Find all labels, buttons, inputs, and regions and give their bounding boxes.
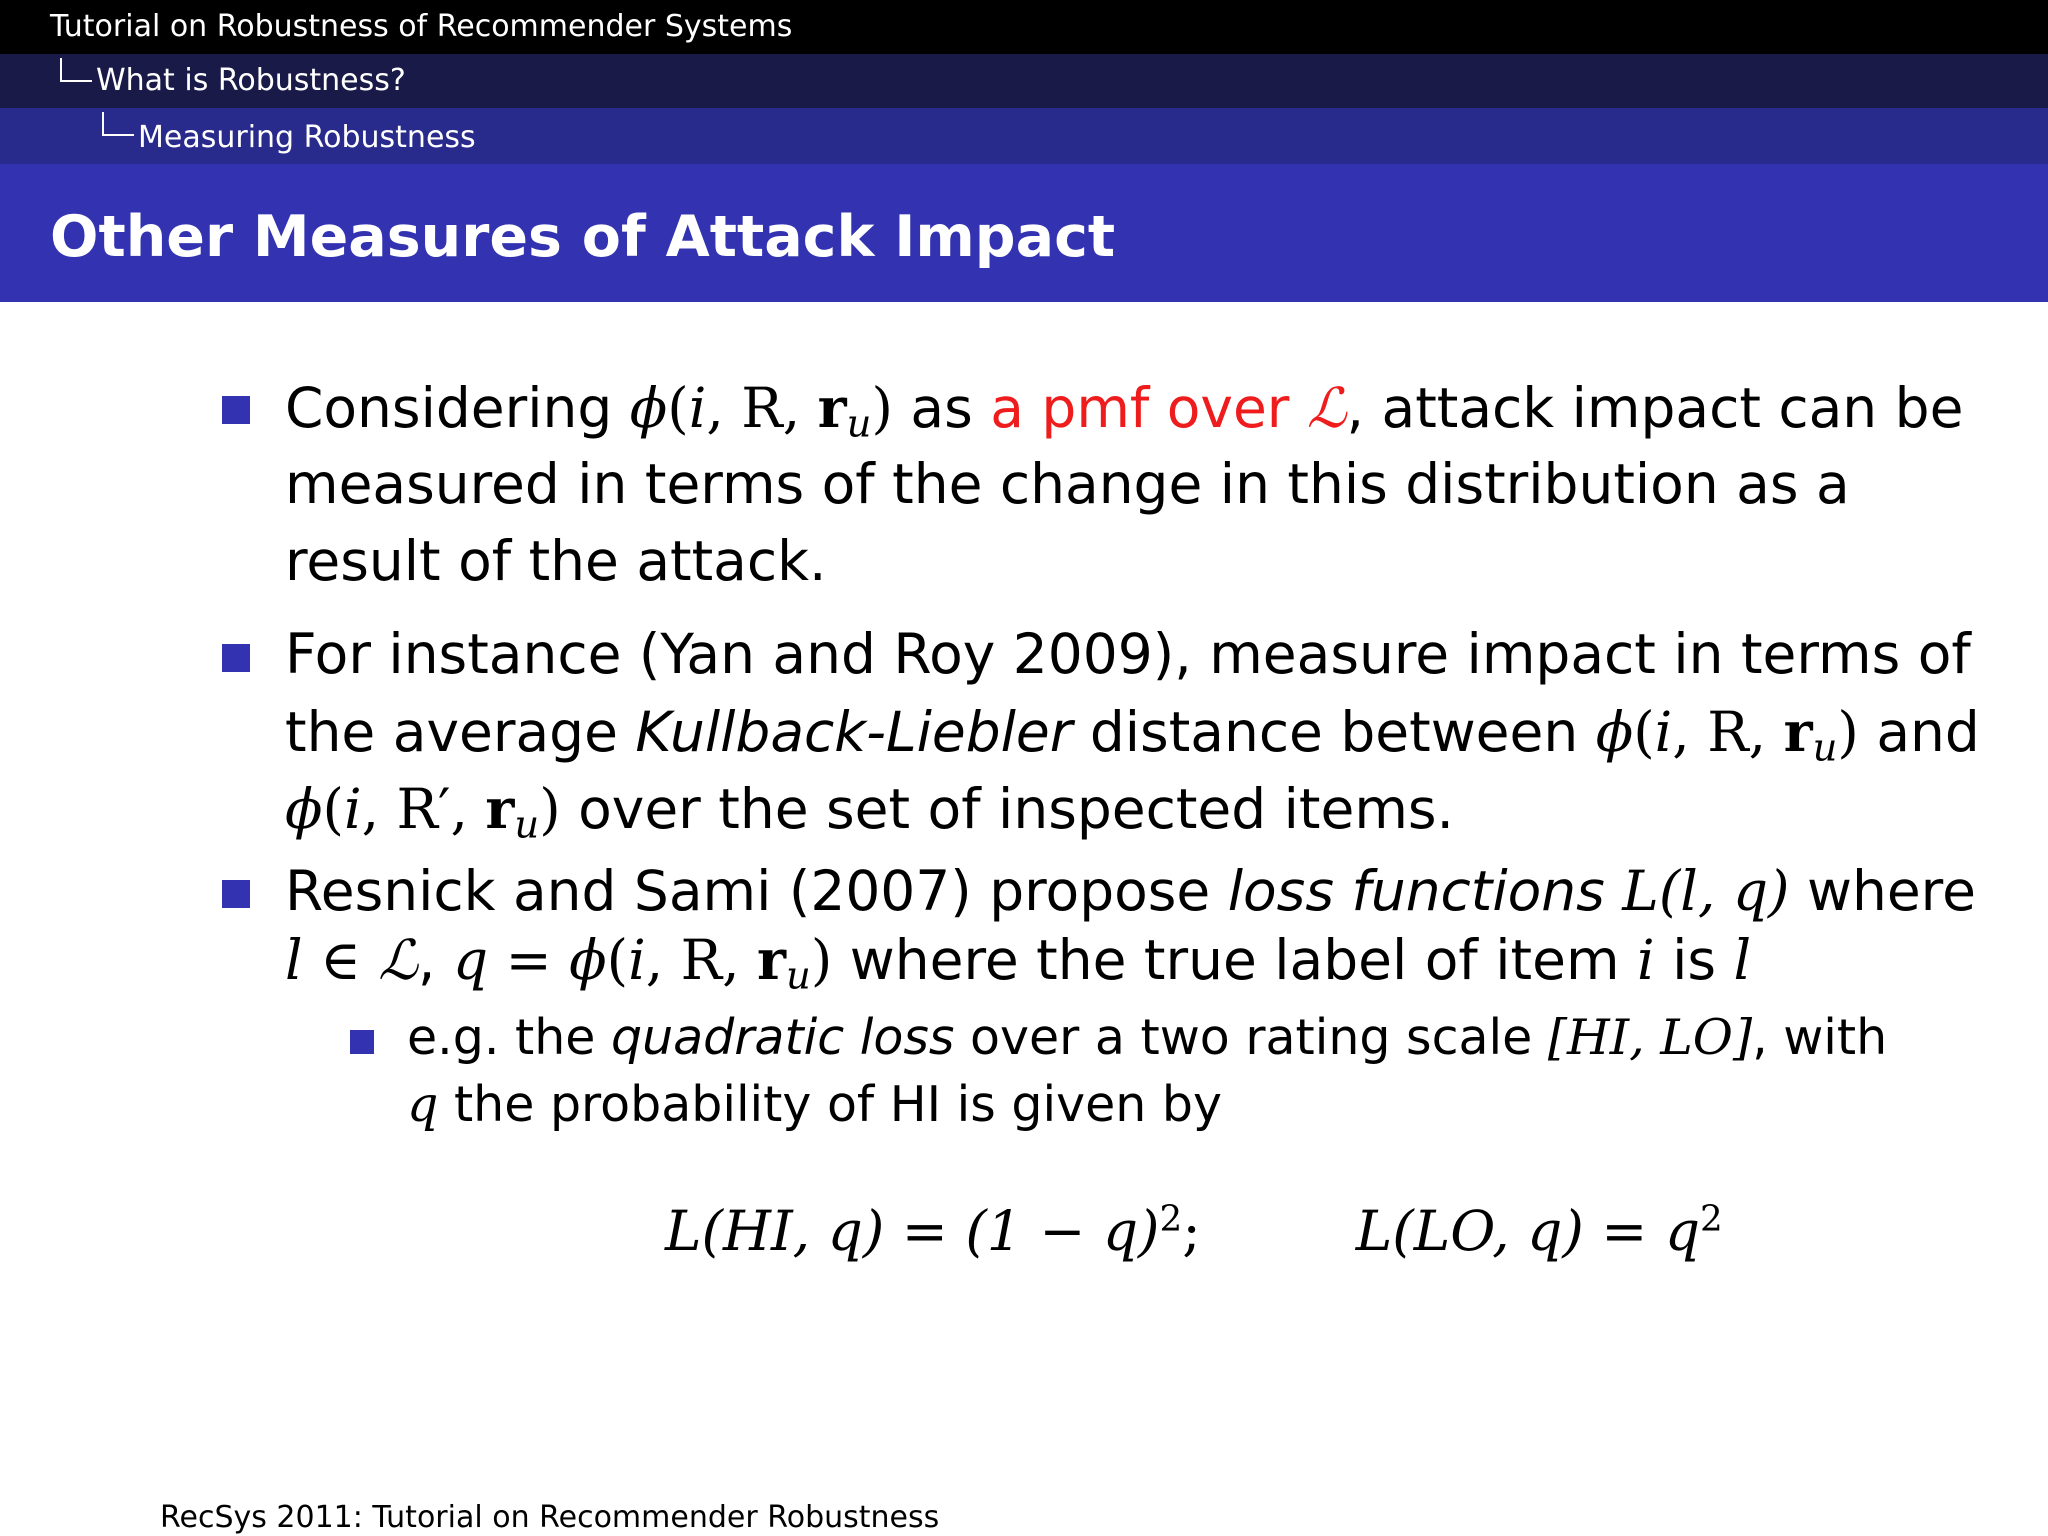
bullet-square-icon	[222, 396, 250, 424]
bullet-2-line-1: For instance (Yan and Roy 2009), measure impact in terms of	[285, 622, 1971, 686]
header-subsection-bar	[0, 54, 2048, 108]
bullet-square-icon	[222, 880, 250, 908]
bullet-3-line-1: Resnick and Sami (2007) propose loss functions L(l, q) where	[285, 859, 1976, 923]
footer-title: RecSys 2011: Tutorial on Recommender Robustness	[160, 1500, 940, 1535]
pmf-highlight: a pmf over ℒ	[990, 376, 1347, 440]
header-subsubsection-link[interactable]: Measuring Robustness	[138, 120, 476, 155]
bullet-2-line-3: ϕ(i, R′, $r_u$) over the set of inspected items.	[285, 776, 1455, 848]
loss-formula-hi: L(HI, $q) = (1 - q)^2$;	[665, 1198, 1201, 1263]
bullet-1-line-3: result of the attack.	[285, 529, 827, 593]
bullet-3-line-2: l ∈ ℒ, q = ϕ(i, R, $r_u$) where the true label of item i is l	[285, 927, 1752, 999]
header-section-link[interactable]: Tutorial on Robustness of Recommender Systems	[50, 9, 793, 44]
sub-bullet-square-icon	[350, 1030, 374, 1054]
bullet-1-line-2: measured in terms of the change in this distribution as a	[285, 452, 1850, 516]
tree-elbow-icon	[102, 112, 134, 136]
header-subsection-link[interactable]: What is Robustness?	[96, 63, 406, 98]
loss-formula	[665, 1198, 1723, 1263]
header-section-bar	[0, 0, 2048, 54]
sub-bullet-line-2: q the probability of HI is given by	[407, 1076, 1222, 1133]
bullet-square-icon	[222, 644, 250, 672]
frame-title: Other Measures of Attack Impact	[50, 204, 1116, 270]
sub-bullet-line-1: e.g. the quadratic loss over a two rating scale [HI, LO], with	[407, 1009, 1888, 1066]
bullet-1-line-1: Considering ϕ(i, R, $r_u$) as a pmf over ℒ, attack impact can be	[285, 375, 1964, 447]
bullet-2-line-2: the average Kullback-Liebler distance between ϕ(i, R, $r_u$) and	[285, 699, 1980, 771]
header-subsubsection-bar	[0, 108, 2048, 164]
loss-formula-lo: L(LO, $q) = q^2$	[1355, 1198, 1723, 1263]
tree-elbow-icon	[60, 58, 92, 82]
frame-title-bar	[0, 164, 2048, 302]
